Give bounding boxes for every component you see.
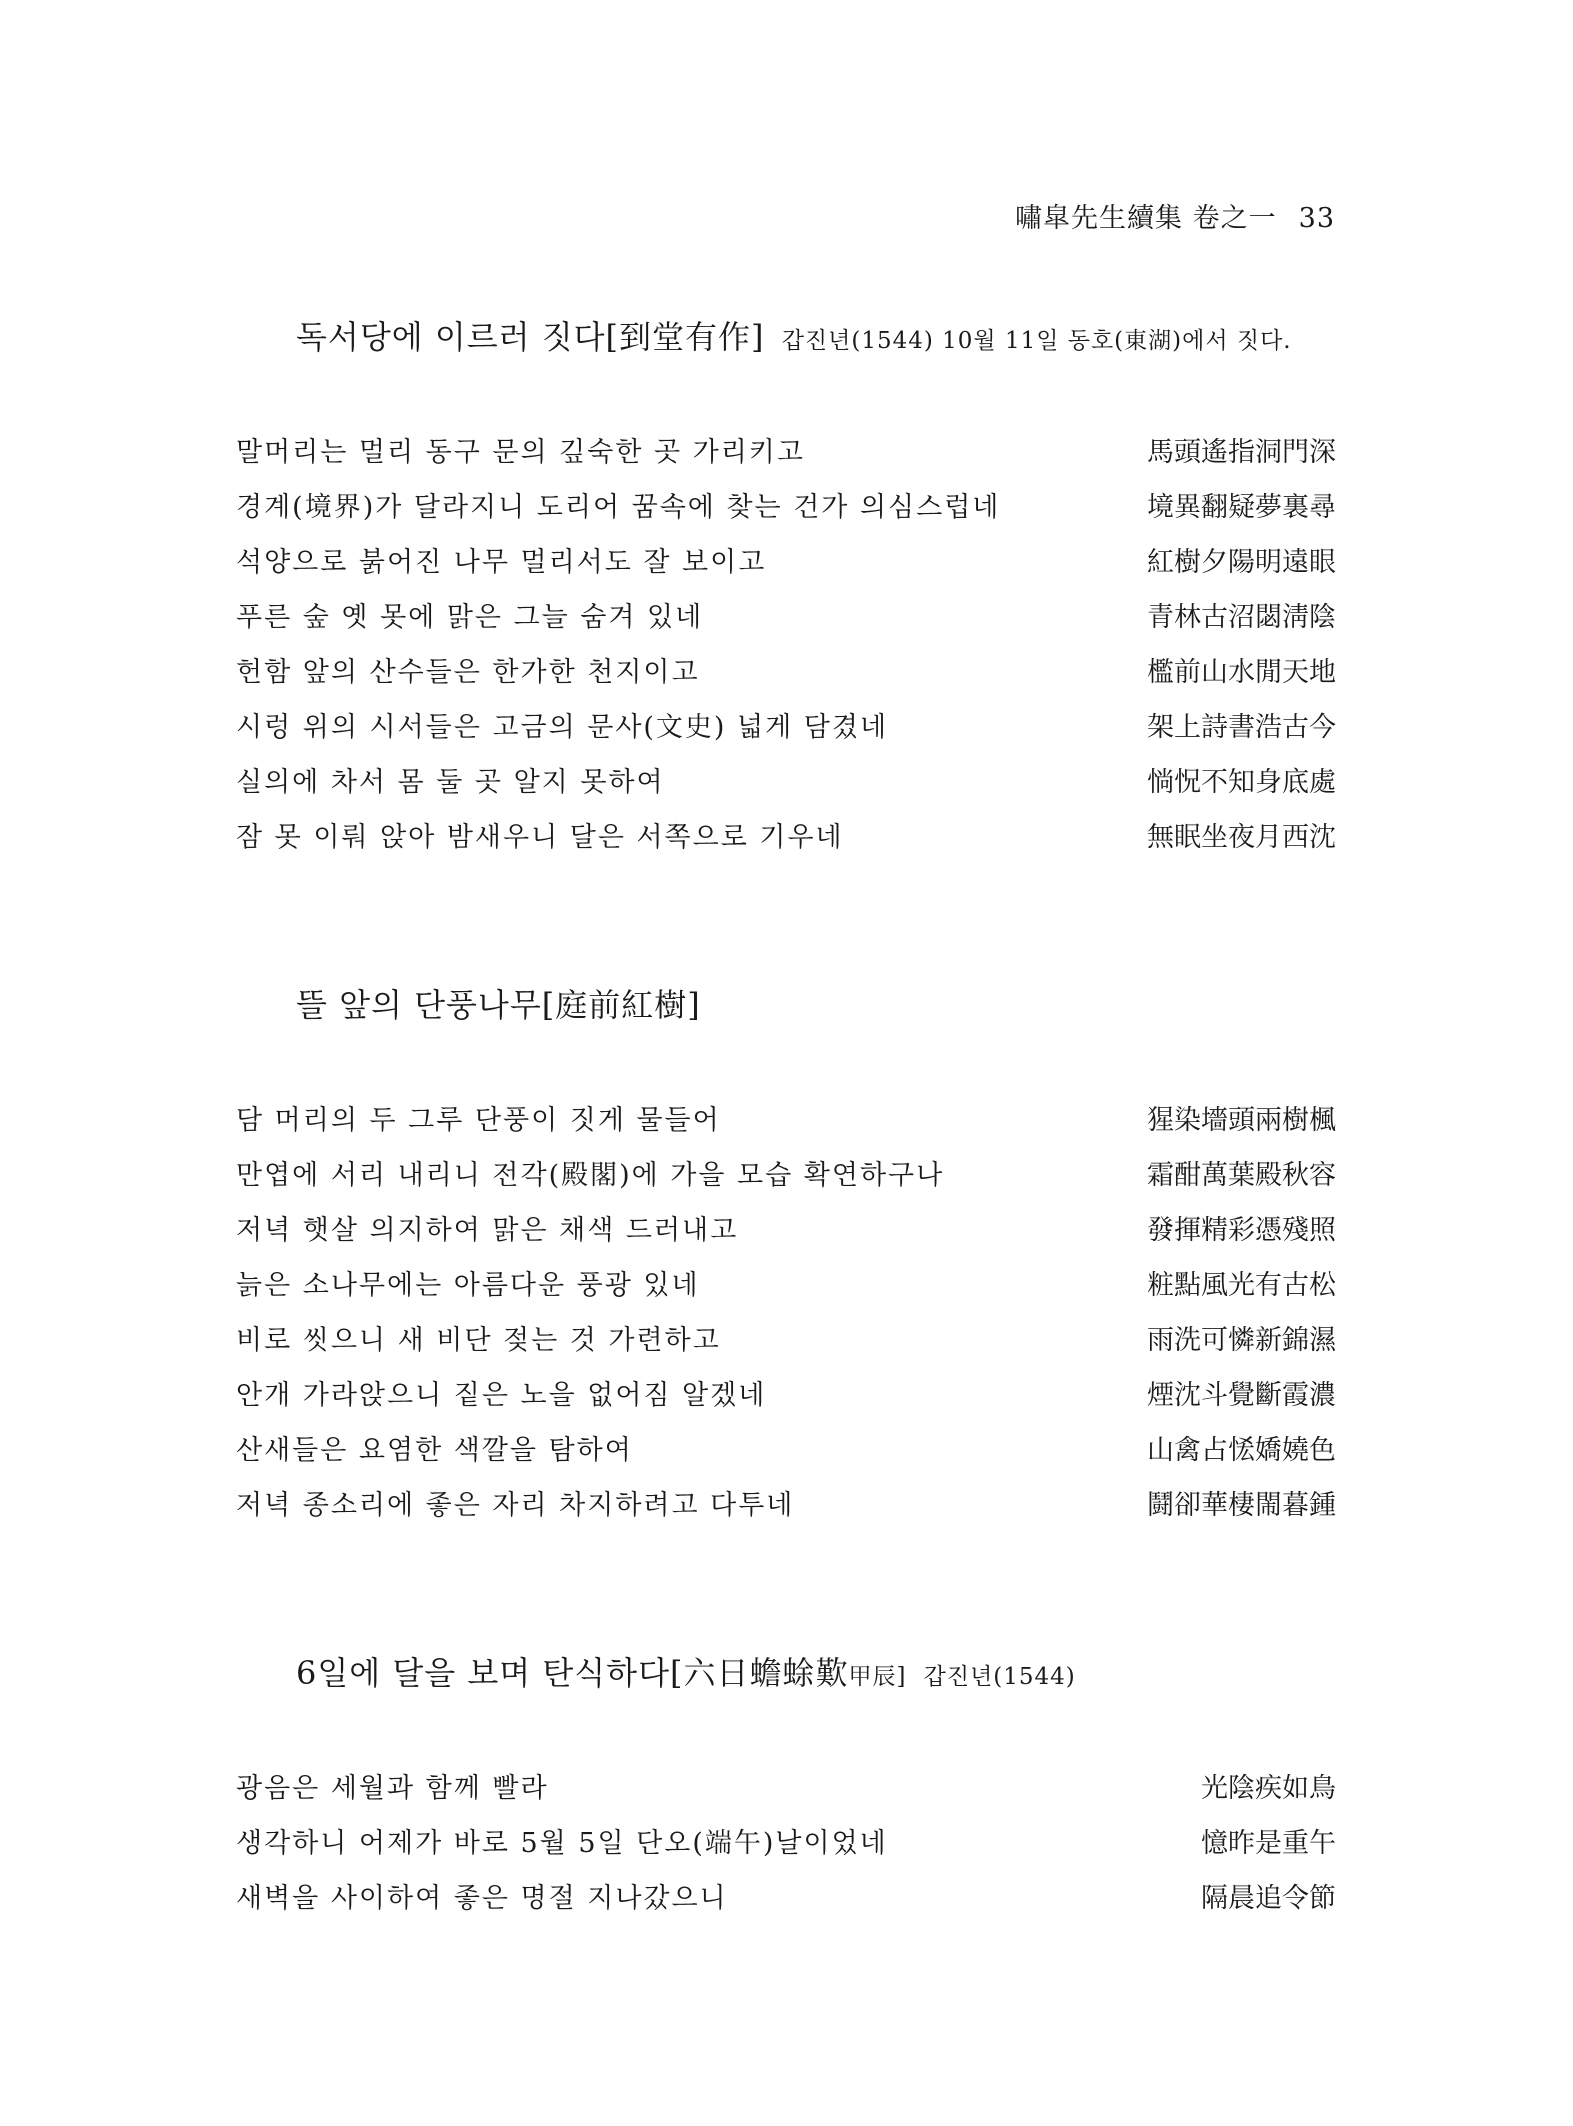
poem-line [236, 1483, 1336, 1538]
hanja-original: 山禽占恡嬌嬈色 [1147, 1435, 1336, 1466]
korean-translation: 말머리는 멀리 동구 문의 깊숙한 곳 가리키고 [236, 437, 805, 468]
hanja-original: 隔晨追令節 [1201, 1883, 1336, 1914]
poem-title [296, 1648, 1076, 1694]
poem-lines [236, 430, 1336, 870]
poem-line [236, 705, 1336, 760]
hanja-original: 發揮精彩憑殘照 [1147, 1215, 1336, 1246]
poem-line [236, 1373, 1336, 1428]
poem-line [236, 485, 1336, 540]
poem-line [236, 650, 1336, 705]
korean-translation: 석양으로 붉어진 나무 멀리서도 잘 보이고 [236, 547, 767, 578]
korean-translation: 새벽을 사이하여 좋은 명절 지나갔으니 [236, 1883, 728, 1914]
korean-translation: 광음은 세월과 함께 빨라 [236, 1773, 549, 1804]
hanja-original: 鬪卻華棲閙暮鍾 [1147, 1490, 1336, 1521]
poem-title [296, 312, 1292, 358]
poem-line [236, 1153, 1336, 1208]
hanja-original: 紅樹夕陽明遠眼 [1147, 547, 1336, 578]
hanja-original: 馬頭遙指洞門深 [1147, 437, 1336, 468]
korean-translation: 담 머리의 두 그루 단풍이 짓게 물들어 [236, 1105, 721, 1136]
poem-line [236, 1318, 1336, 1373]
poem-title-note: 갑진년(1544) [923, 1664, 1076, 1690]
poem-title-suffix: 甲辰] [848, 1664, 907, 1690]
poem-line [236, 1821, 1336, 1876]
poem-title-text: 독서당에 이르러 짓다[到堂有作] [296, 318, 765, 356]
korean-translation: 안개 가라앉으니 짙은 노을 없어짐 알겠네 [236, 1380, 767, 1411]
poem-line [236, 1208, 1336, 1263]
poem-line [236, 815, 1336, 870]
poem-title [296, 980, 701, 1026]
poem-line [236, 1428, 1336, 1483]
hanja-original: 憶昨是重午 [1201, 1828, 1336, 1859]
page-number: 33 [1298, 203, 1335, 234]
poem-lines [236, 1098, 1336, 1538]
poem-title-text: 뜰 앞의 단풍나무[庭前紅樹] [296, 986, 701, 1024]
korean-translation: 실의에 차서 몸 둘 곳 알지 못하여 [236, 767, 665, 798]
hanja-original: 檻前山水閒天地 [1147, 657, 1336, 688]
hanja-original: 境異翻疑夢裏尋 [1147, 492, 1336, 523]
poem-line [236, 1098, 1336, 1153]
korean-translation: 늙은 소나무에는 아름다운 풍광 있네 [236, 1270, 700, 1301]
hanja-original: 煙沈斗覺斷霞濃 [1147, 1380, 1336, 1411]
running-header [1015, 196, 1335, 235]
hanja-original: 無眠坐夜月西沈 [1147, 822, 1336, 853]
hanja-original: 光陰疾如鳥 [1201, 1773, 1336, 1804]
poem-line [236, 760, 1336, 815]
hanja-original: 粧點風光有古松 [1147, 1270, 1336, 1301]
poem-line [236, 1263, 1336, 1318]
poem-line [236, 595, 1336, 650]
poem-title-text: 6일에 달을 보며 탄식하다[六日蟾蜍歎 [296, 1654, 849, 1692]
korean-translation: 비로 씻으니 새 비단 젖는 것 가련하고 [236, 1325, 721, 1356]
poem-lines [236, 1766, 1336, 1931]
korean-translation: 헌함 앞의 산수들은 한가한 천지이고 [236, 657, 700, 688]
korean-translation: 푸른 숲 옛 못에 맑은 그늘 숨겨 있네 [236, 602, 704, 633]
korean-translation: 시렁 위의 시서들은 고금의 문사(文史) 넓게 담겼네 [236, 712, 889, 743]
korean-translation: 저녁 햇살 의지하여 맑은 채색 드러내고 [236, 1215, 739, 1246]
korean-translation: 잠 못 이뤄 앉아 밤새우니 달은 서쪽으로 기우네 [236, 822, 844, 853]
poem-line [236, 1876, 1336, 1931]
hanja-original: 惝怳不知身底處 [1147, 767, 1336, 798]
hanja-original: 青林古沼閟淸陰 [1147, 602, 1336, 633]
hanja-original: 雨洗可憐新錦濕 [1147, 1325, 1336, 1356]
korean-translation: 산새들은 요염한 색깔을 탐하여 [236, 1435, 633, 1466]
poem-line [236, 540, 1336, 595]
hanja-original: 猩染墻頭兩樹楓 [1147, 1105, 1336, 1136]
poem-title-note: 갑진년(1544) 10월 11일 동호(東湖)에서 짓다. [781, 328, 1292, 354]
poem-line [236, 430, 1336, 485]
korean-translation: 저녁 종소리에 좋은 자리 차지하려고 다투네 [236, 1490, 795, 1521]
hanja-original: 霜酣萬葉殿秋容 [1147, 1160, 1336, 1191]
korean-translation: 경계(境界)가 달라지니 도리어 꿈속에 찾는 건가 의심스럽네 [236, 492, 1001, 523]
hanja-original: 架上詩書浩古今 [1147, 712, 1336, 743]
korean-translation: 만엽에 서리 내리니 전각(殿閣)에 가을 모습 확연하구나 [236, 1160, 945, 1191]
book-title: 嘯皐先生續集 卷之一 [1015, 203, 1277, 234]
poem-line [236, 1766, 1336, 1821]
korean-translation: 생각하니 어제가 바로 5월 5일 단오(端午)날이었네 [236, 1828, 888, 1859]
